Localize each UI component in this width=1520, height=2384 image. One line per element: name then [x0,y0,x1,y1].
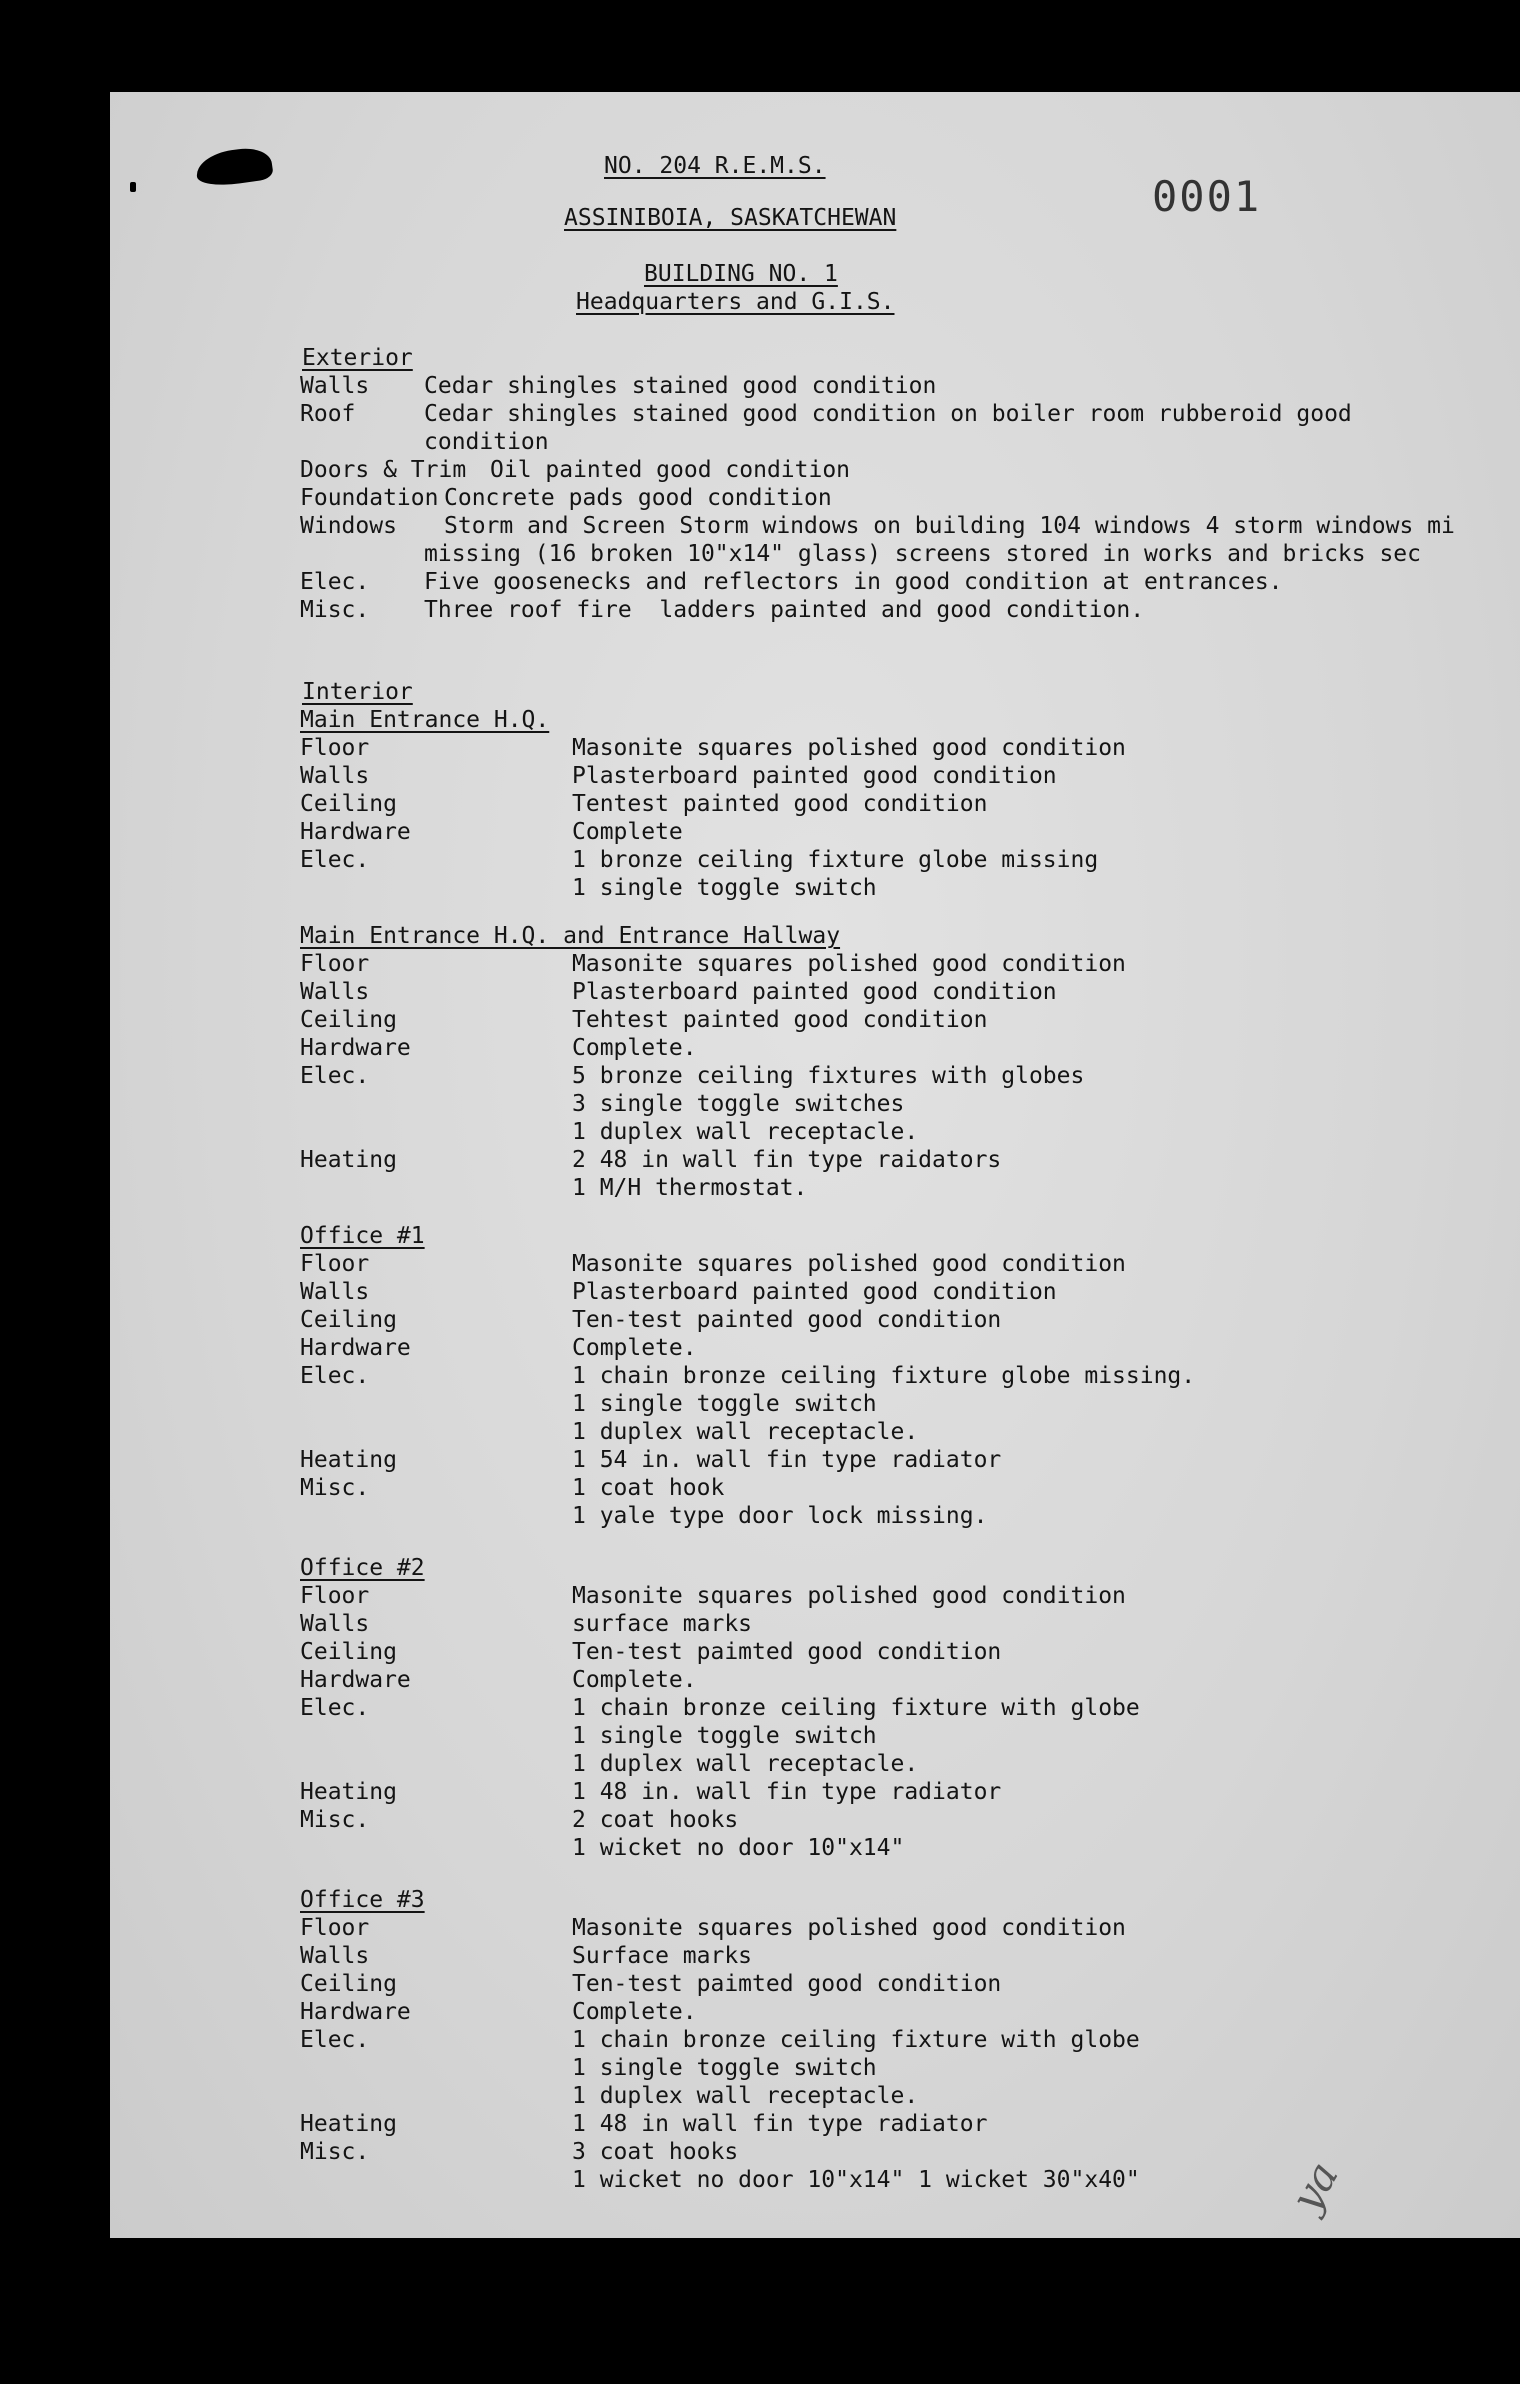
row-label: Walls [300,1611,370,1637]
row-value: 1 duplex wall receptacle. [572,1751,919,1777]
row-label: Misc. [300,1807,370,1833]
document-page [110,92,1520,2238]
row-value: Complete [572,819,683,845]
row-label: Walls [300,763,370,789]
row-label: Elec. [300,847,370,873]
exterior-label: Walls [300,373,370,399]
row-value: Masonite squares polished good condition [572,735,1126,761]
exterior-value: Five goosenecks and reflectors in good condition at entrances. [424,569,1283,595]
row-value: Tentest painted good condition [572,791,988,817]
row-label: Elec. [300,1063,370,1089]
row-value: 1 48 in wall fin type radiator [572,2111,988,2137]
exterior-label: Doors & Trim [300,457,467,483]
exterior-heading: Exterior [302,345,413,371]
row-value: Ten-test painted good condition [572,1307,1002,1333]
row-label: Floor [300,951,370,977]
row-label: Misc. [300,2139,370,2165]
punch-mark [130,182,136,192]
row-value: 3 single toggle switches [572,1091,905,1117]
row-label: Floor [300,735,370,761]
row-label: Floor [300,1915,370,1941]
row-value: Tehtest painted good condition [572,1007,988,1033]
row-label: Ceiling [300,791,397,817]
row-value: Plasterboard painted good condition [572,979,1057,1005]
row-value: 1 M/H thermostat. [572,1175,808,1201]
section-title: Office #1 [300,1223,425,1249]
row-label: Misc. [300,1475,370,1501]
row-value: 2 48 in wall fin type raidators [572,1147,1002,1173]
exterior-value: Storm and Screen Storm windows on building 104 windows 4 storm windows mi [444,513,1455,539]
row-value: 5 bronze ceiling fixtures with globes [572,1063,1085,1089]
row-value: Masonite squares polished good condition [572,951,1126,977]
row-value: 1 single toggle switch [572,2055,877,2081]
row-value: 1 wicket no door 10"x14" 1 wicket 30"x40" [572,2167,1140,2193]
row-label: Heating [300,2111,397,2137]
row-value: 1 54 in. wall fin type radiator [572,1447,1002,1473]
row-value: 1 chain bronze ceiling fixture globe missing. [572,1363,1196,1389]
row-label: Elec. [300,2027,370,2053]
row-label: Ceiling [300,1007,397,1033]
row-label: Hardware [300,1035,411,1061]
section-title: Main Entrance H.Q. [300,707,550,733]
row-label: Elec. [300,1695,370,1721]
row-label: Walls [300,1943,370,1969]
row-value: 1 single toggle switch [572,1723,877,1749]
row-value: 3 coat hooks [572,2139,739,2165]
exterior-label: Foundation [300,485,439,511]
exterior-label: Windows [300,513,397,539]
row-label: Ceiling [300,1639,397,1665]
exterior-label: Misc. [300,597,370,623]
building-name: Headquarters and G.I.S. [576,289,895,315]
row-value: Plasterboard painted good condition [572,1279,1057,1305]
exterior-value: condition [424,429,549,455]
row-value: 1 duplex wall receptacle. [572,2083,919,2109]
row-value: Complete. [572,1999,697,2025]
row-value: 1 chain bronze ceiling fixture with globe [572,2027,1140,2053]
row-label: Ceiling [300,1971,397,1997]
row-label: Hardware [300,819,411,845]
row-value: 1 single toggle switch [572,875,877,901]
section-title: Office #2 [300,1555,425,1581]
row-value: Masonite squares polished good condition [572,1583,1126,1609]
exterior-label: Elec. [300,569,370,595]
row-value: 1 yale type door lock missing. [572,1503,988,1529]
row-value: 1 duplex wall receptacle. [572,1119,919,1145]
row-value: 1 single toggle switch [572,1391,877,1417]
section-title: Main Entrance H.Q. and Entrance Hallway [300,923,841,949]
row-value: surface marks [572,1611,753,1637]
row-label: Walls [300,979,370,1005]
row-value: Surface marks [572,1943,753,1969]
ink-blot [194,145,274,189]
row-label: Hardware [300,1999,411,2025]
row-label: Hardware [300,1667,411,1693]
building-number: BUILDING NO. 1 [644,261,838,287]
row-value: 2 coat hooks [572,1807,739,1833]
row-value: 1 coat hook [572,1475,725,1501]
exterior-label: Roof [300,401,356,427]
unit-heading: NO. 204 R.E.M.S. [604,153,826,179]
row-label: Hardware [300,1335,411,1361]
interior-heading: Interior [302,679,413,705]
row-label: Heating [300,1447,397,1473]
section-title: Office #3 [300,1887,425,1913]
exterior-value: Concrete pads good condition [444,485,832,511]
row-value: 1 duplex wall receptacle. [572,1419,919,1445]
row-label: Floor [300,1583,370,1609]
row-value: Complete. [572,1035,697,1061]
place-heading: ASSINIBOIA, SASKATCHEWAN [564,205,897,231]
exterior-value: missing (16 broken 10"x14" glass) screens stored in works and bricks sec [424,541,1421,567]
row-value: Masonite squares polished good condition [572,1251,1126,1277]
exterior-value: Cedar shingles stained good condition on boiler room rubberoid good [424,401,1352,427]
row-label: Elec. [300,1363,370,1389]
row-value: Complete. [572,1667,697,1693]
row-value: Ten-test paimted good condition [572,1639,1002,1665]
page-number-stamp: 0001 [1152,172,1262,221]
row-value: 1 48 in. wall fin type radiator [572,1779,1002,1805]
row-label: Heating [300,1779,397,1805]
row-label: Floor [300,1251,370,1277]
row-value: Plasterboard painted good condition [572,763,1057,789]
handwritten-initials: ya [1280,2153,1348,2220]
row-value: 1 wicket no door 10"x14" [572,1835,905,1861]
row-value: Masonite squares polished good condition [572,1915,1126,1941]
exterior-value: Cedar shingles stained good condition [424,373,937,399]
row-value: 1 chain bronze ceiling fixture with globe [572,1695,1140,1721]
row-value: Complete. [572,1335,697,1361]
row-label: Heating [300,1147,397,1173]
row-label: Walls [300,1279,370,1305]
exterior-value: Three roof fire ladders painted and good condition. [424,597,1145,623]
row-label: Ceiling [300,1307,397,1333]
row-value: Ten-test paimted good condition [572,1971,1002,1997]
row-value: 1 bronze ceiling fixture globe missing [572,847,1099,873]
exterior-value: Oil painted good condition [490,457,851,483]
